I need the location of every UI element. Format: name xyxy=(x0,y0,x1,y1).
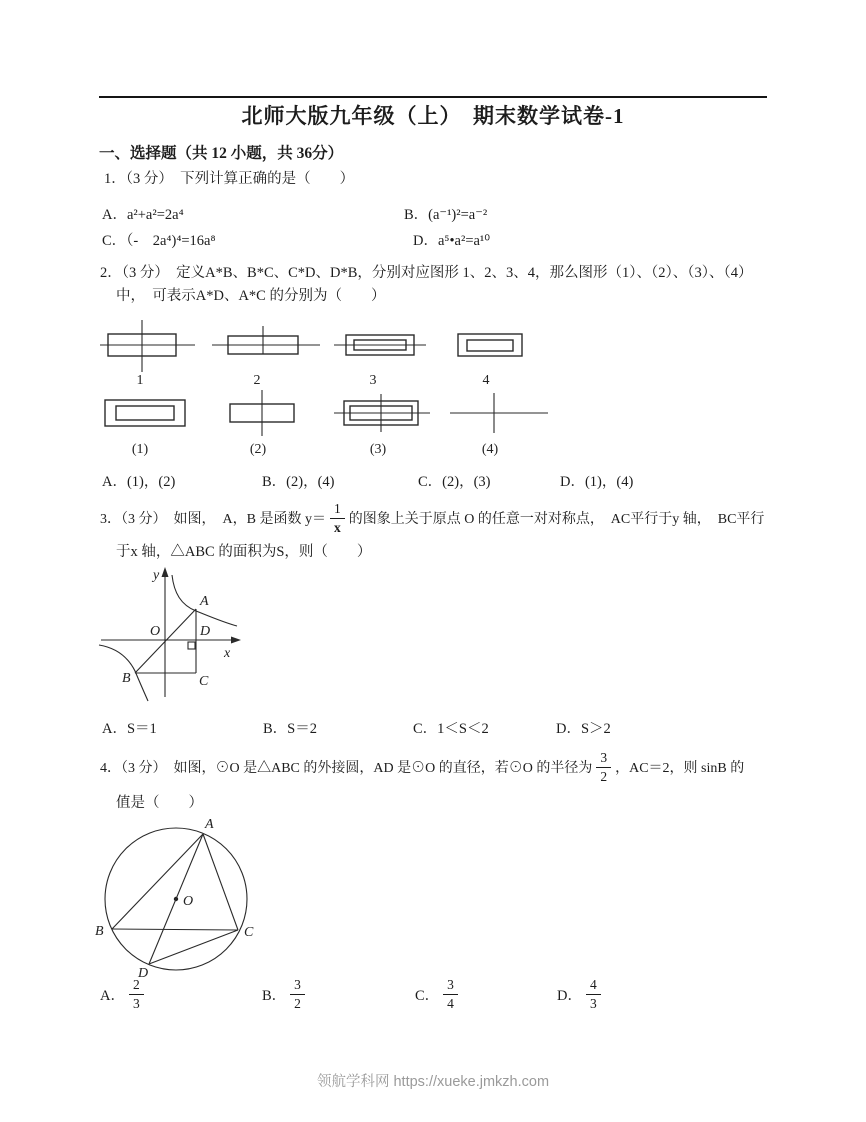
q4-option-b-den: 2 xyxy=(290,994,305,1011)
q4-option-b-label: B． xyxy=(262,987,287,1004)
q2-stem-line1: 2．（3 分） 定义A*B、B*C、C*D、D*B，分别对应图形 1、2、3、4，那么图形（1）、（2）、（3）、（4） xyxy=(100,265,753,281)
q2-figure xyxy=(100,316,660,466)
q2-label-p3: (3) xyxy=(369,442,387,457)
point-label-B: B xyxy=(95,924,104,939)
q4-stem-line2: 值是（ ） xyxy=(116,795,203,811)
origin-label: O xyxy=(150,624,161,639)
q1-stem: 1．（3 分） 下列计算正确的是（ ） xyxy=(104,171,355,187)
q2-option-c: C．(2)，(3) xyxy=(418,474,491,490)
q2-label-1: 1 xyxy=(136,373,144,388)
q2-label-p1: (1) xyxy=(131,442,149,457)
q3-option-b: B．S＝2 xyxy=(263,721,317,737)
header-rule xyxy=(99,96,767,98)
q1-option-b: B．(a⁻¹)²=a⁻² xyxy=(404,207,488,223)
q4-option-c xyxy=(415,975,462,1013)
q3-fraction-numerator: 1 xyxy=(333,501,341,516)
chord-DC xyxy=(149,930,238,964)
point-label-D: D xyxy=(200,624,211,639)
q2-shape-2 xyxy=(212,326,320,388)
q4-option-d xyxy=(557,975,605,1013)
q4-option-b-fraction xyxy=(290,978,305,1010)
chord-AC xyxy=(203,834,238,930)
q4-option-c-fraction xyxy=(443,978,458,1010)
y-axis-label: y xyxy=(153,568,160,583)
q4-stem-part2: ，AC＝2，则 sinB 的 xyxy=(615,761,745,776)
q3-option-a: A．S＝1 xyxy=(102,721,157,737)
q2-shape-p2 xyxy=(230,390,294,457)
q2-shape-p4 xyxy=(450,393,548,457)
q3-fraction-denominator: x xyxy=(330,518,345,535)
q4-option-a-den: 3 xyxy=(129,994,144,1011)
q2-option-b: B．(2)，(4) xyxy=(262,474,335,490)
q4-option-a xyxy=(100,975,148,1013)
q4-fraction-denominator: 2 xyxy=(596,767,611,784)
q4-figure xyxy=(88,815,298,985)
q3-inline-fraction xyxy=(330,502,345,534)
q2-shape-1 xyxy=(100,320,195,388)
q2-shape-3 xyxy=(334,335,426,388)
point-label-B: B xyxy=(122,671,131,686)
section-header: 一、选择题（共 12 小题，共 36分） xyxy=(99,145,344,162)
q3-figure xyxy=(95,565,265,710)
q4-fraction-numerator: 3 xyxy=(600,750,608,765)
q2-option-a: A．(1)，(2) xyxy=(102,474,176,490)
point-label-C: C xyxy=(199,674,209,689)
q2-label-2: 2 xyxy=(253,373,261,388)
q4-option-a-label: A． xyxy=(100,987,125,1004)
q4-option-d-num: 4 xyxy=(589,977,597,992)
q4-stem-line1 xyxy=(100,748,744,786)
diameter-AD xyxy=(149,834,203,964)
q1-option-c: C．（- 2a⁴)⁴=16a⁸ xyxy=(102,233,216,249)
q4-option-d-den: 3 xyxy=(586,994,601,1011)
q3-stem-line1 xyxy=(100,500,764,536)
q4-option-c-den: 4 xyxy=(443,994,458,1011)
q4-option-b-num: 3 xyxy=(294,977,301,992)
q2-label-p2: (2) xyxy=(249,442,267,457)
q4-stem-part1: 4．（3 分） 如图，⊙O 是△ABC 的外接圆，AD 是⊙O 的直径，若⊙O 的半径为 xyxy=(100,761,593,776)
right-angle-mark xyxy=(188,642,195,649)
q4-inline-fraction xyxy=(596,751,611,783)
q4-option-b xyxy=(262,975,309,1013)
q4-option-c-num: 3 xyxy=(447,977,454,992)
footer-watermark: 领航学科网 https://xueke.jmkzh.com xyxy=(316,1074,550,1090)
point-label-D: D xyxy=(138,966,149,981)
center-label-O: O xyxy=(183,894,194,909)
q4-option-c-label: C． xyxy=(415,987,440,1004)
q3-option-c: C．1＜S＜2 xyxy=(413,721,489,737)
q2-label-p4: (4) xyxy=(481,442,499,457)
point-label-C: C xyxy=(244,925,254,940)
q2-stem-line2: 中， 可表示A*D、A*C 的分别为（ ） xyxy=(116,288,386,304)
q4-option-a-fraction xyxy=(129,978,144,1010)
q2-option-d: D．(1)，(4) xyxy=(560,474,634,490)
y-axis-arrow xyxy=(162,567,169,577)
q4-option-d-label: D． xyxy=(557,987,582,1004)
point-label-A: A xyxy=(205,817,214,832)
q1-option-a: A．a²+a²=2a⁴ xyxy=(102,207,184,223)
point-label-A: A xyxy=(200,594,209,609)
q3-stem-line2: 于x 轴，△ABC 的面积为S，则（ ） xyxy=(116,544,372,560)
q4-option-a-num: 2 xyxy=(132,977,140,992)
q2-shape-p1 xyxy=(105,400,185,457)
x-axis-label: x xyxy=(224,646,231,661)
q4-option-d-fraction xyxy=(586,978,601,1010)
page-title: 北师大版九年级（上） 期末数学试卷-1 xyxy=(241,104,625,128)
q2-label-4: 4 xyxy=(482,373,490,388)
q3-stem-part2: 的图象上关于原点 O 的任意一对对称点， AC平行于y 轴， BC平行 xyxy=(348,512,765,527)
q1-option-d: D．a⁵•a²=a¹⁰ xyxy=(413,233,491,249)
q3-stem-part1: 3．（3 分） 如图， A，B 是函数 y＝ xyxy=(100,512,326,527)
x-axis-arrow xyxy=(231,637,241,644)
q2-shape-4 xyxy=(458,334,522,388)
q2-shape-p3 xyxy=(334,394,430,457)
chord-BC xyxy=(112,929,238,930)
q3-option-d: D．S＞2 xyxy=(556,721,611,737)
q2-label-3: 3 xyxy=(369,373,377,388)
